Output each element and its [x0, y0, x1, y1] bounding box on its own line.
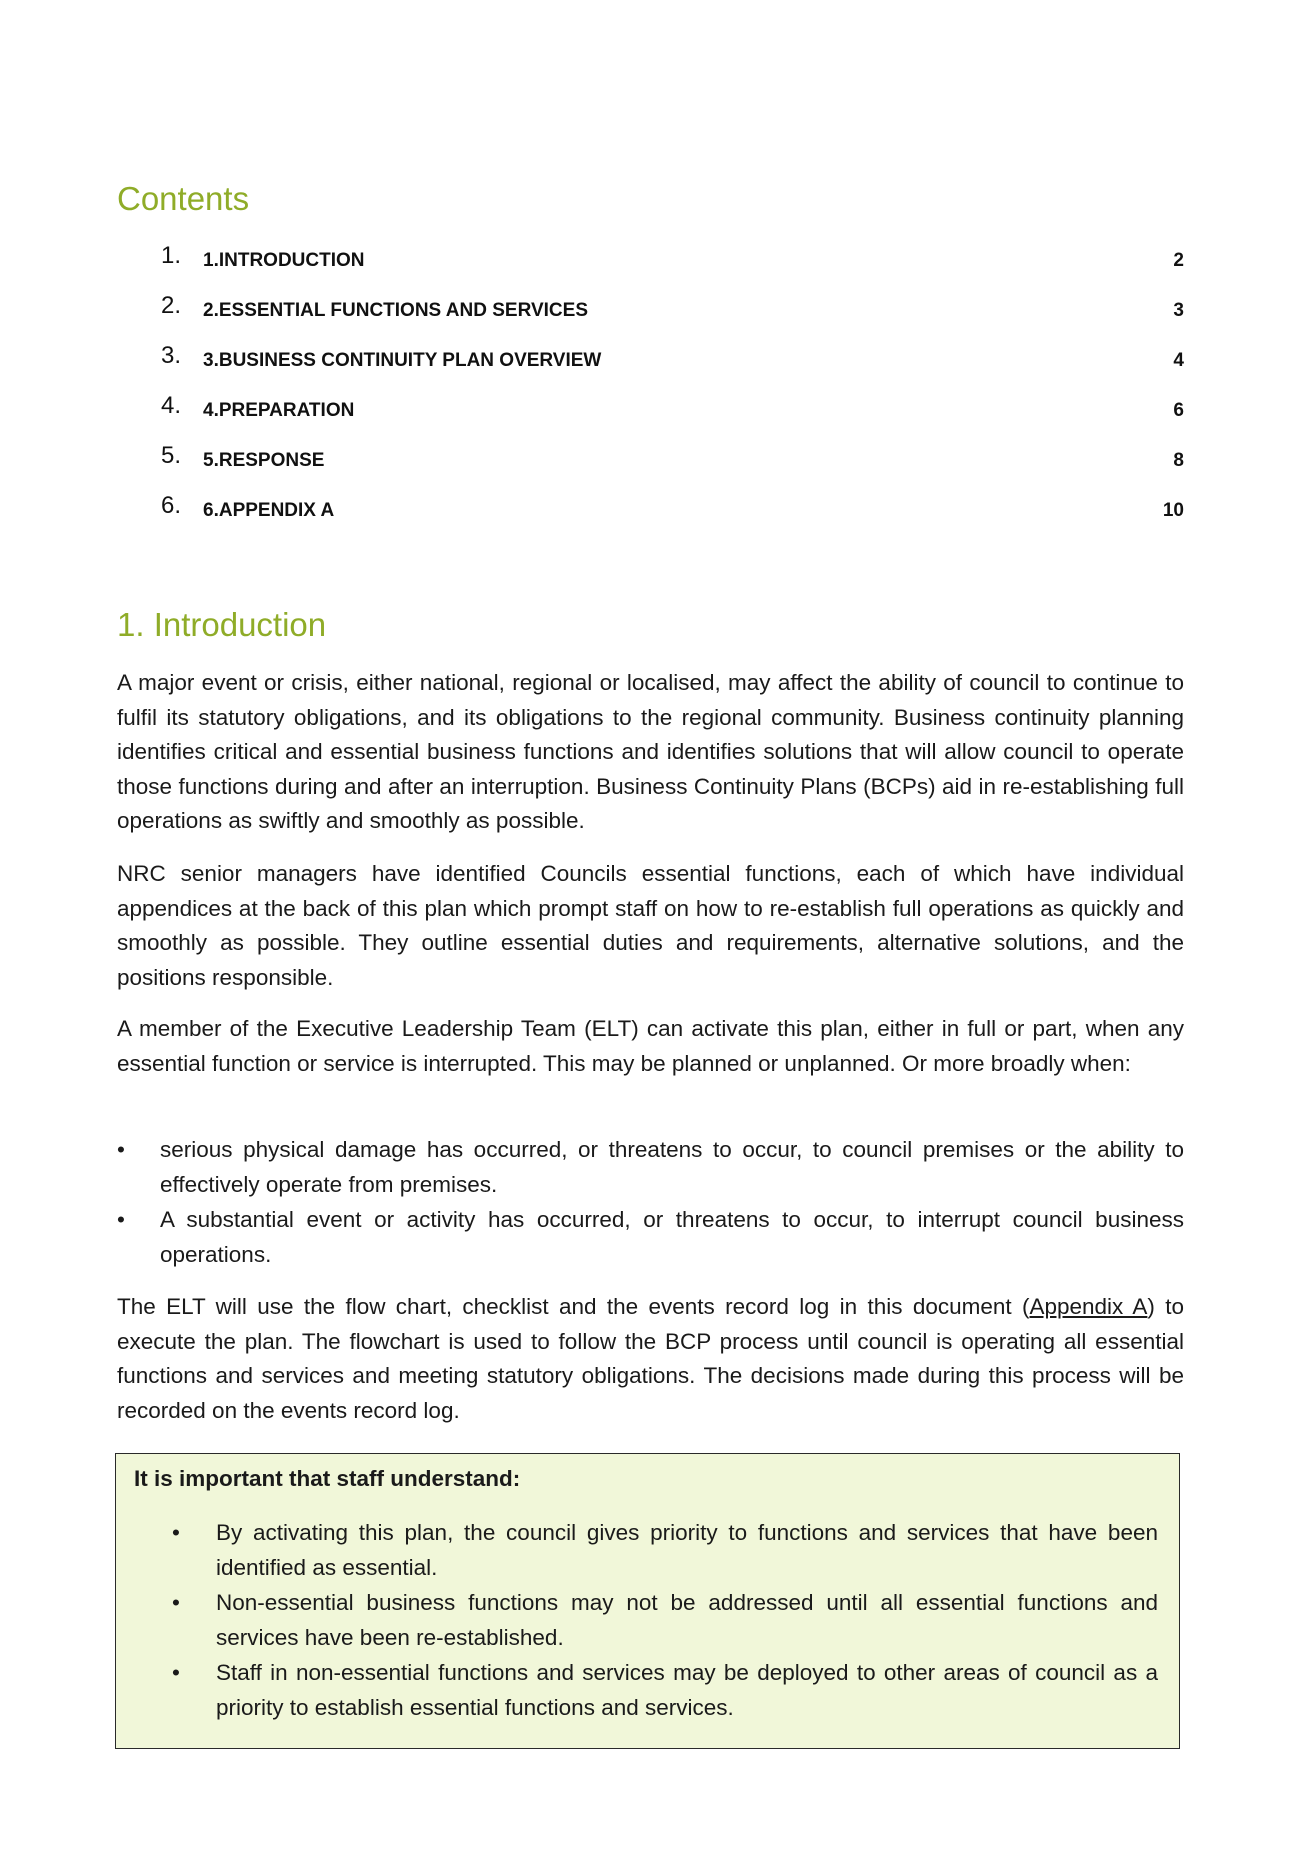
activation-conditions-list	[117, 1133, 1184, 1273]
staff-notice-box	[115, 1453, 1180, 1749]
toc-number: 1.	[161, 242, 182, 269]
notice-list	[172, 1516, 1158, 1726]
contents-heading: Contents	[117, 180, 250, 217]
toc-page-number[interactable]: 10	[1162, 500, 1184, 521]
list-item-text: A substantial event or activity has occurred, or threatens to occur, to interrupt council business operations.	[160, 1207, 1184, 1267]
toc-page-number[interactable]: 4	[1173, 350, 1184, 371]
list-item	[172, 1516, 1158, 1585]
toc-number: 6.	[161, 492, 182, 519]
toc-page-number[interactable]: 8	[1173, 450, 1184, 471]
table-of-contents	[117, 242, 1184, 542]
toc-label[interactable]: 4.PREPARATION	[203, 400, 355, 421]
toc-entry[interactable]	[117, 242, 1184, 292]
list-item	[172, 1656, 1158, 1725]
list-item-text: Staff in non-essential functions and services may be deployed to other areas of council as a priority to establish essential functions and services.	[216, 1660, 1158, 1720]
toc-entry[interactable]	[117, 442, 1184, 492]
toc-number: 3.	[161, 342, 182, 369]
bullet-icon: •	[172, 1520, 180, 1545]
toc-page-number[interactable]: 3	[1173, 300, 1184, 321]
list-item-text: By activating this plan, the council gives priority to functions and services that have been identified as essential.	[216, 1520, 1158, 1580]
toc-entry[interactable]	[117, 392, 1184, 442]
bullet-icon: •	[172, 1660, 180, 1685]
bullet-icon: •	[172, 1590, 180, 1615]
toc-number: 5.	[161, 442, 182, 469]
toc-number: 4.	[161, 392, 182, 419]
toc-page-number[interactable]: 2	[1173, 250, 1184, 271]
intro-paragraph-1: A major event or crisis, either national, regional or localised, may affect the ability of council to continue to fulfil its statutory obligations, and its obligations to the regional community. Business continuity planning identifies critical and essential business functions and identifies solutions that will allow council to operate those functions during and after an interruption. Business Continuity Plans (BCPs) aid in re-establishing full operations as swiftly and smoothly as possible.	[117, 670, 1184, 833]
list-item	[117, 1133, 1184, 1202]
list-item-text: Non-essential business functions may not be addressed until all essential functions and services have been re-established.	[216, 1590, 1158, 1650]
appendix-a-link[interactable]: Appendix A	[1029, 1294, 1148, 1319]
paragraph-text: ) to execute the plan. The flowchart is used to follow the BCP process until council is operating all essential functions and services and meeting statutory obligations. The decisions made during this process will be recorded on the events record log.	[117, 1294, 1185, 1423]
intro-paragraph-2: NRC senior managers have identified Councils essential functions, each of which have individual appendices at the back of this plan which prompt staff on how to re-establish full operations as quickly and smoothly as possible. They outline essential duties and requirements, alternative solutions, and the positions responsible.	[117, 861, 1184, 990]
introduction-heading: 1. Introduction	[117, 606, 327, 643]
list-item-text: serious physical damage has occurred, or threatens to occur, to council premises or the ability to effectively operate from premises.	[160, 1137, 1184, 1197]
toc-label[interactable]: 2.ESSENTIAL FUNCTIONS AND SERVICES	[203, 300, 588, 321]
intro-paragraph-4	[117, 1290, 1184, 1428]
toc-entry[interactable]	[117, 342, 1184, 392]
bullet-icon: •	[117, 1137, 125, 1162]
notice-title: It is important that staff understand:	[134, 1466, 521, 1491]
intro-paragraph-3: A member of the Executive Leadership Team (ELT) can activate this plan, either in full or part, when any essential function or service is interrupted. This may be planned or unplanned. Or more broadly when:	[117, 1016, 1184, 1076]
toc-label[interactable]: 5.RESPONSE	[203, 450, 325, 471]
bullet-icon: •	[117, 1207, 125, 1232]
toc-number: 2.	[161, 292, 182, 319]
list-item	[172, 1586, 1158, 1655]
list-item	[117, 1203, 1184, 1272]
toc-label[interactable]: 6.APPENDIX A	[203, 500, 335, 521]
toc-label[interactable]: 3.BUSINESS CONTINUITY PLAN OVERVIEW	[203, 350, 602, 371]
toc-label[interactable]: 1.INTRODUCTION	[203, 250, 365, 271]
toc-entry[interactable]	[117, 492, 1184, 542]
toc-entry[interactable]	[117, 292, 1184, 342]
toc-page-number[interactable]: 6	[1173, 400, 1184, 421]
paragraph-text: The ELT will use the flow chart, checklist and the events record log in this document (	[117, 1294, 1030, 1319]
